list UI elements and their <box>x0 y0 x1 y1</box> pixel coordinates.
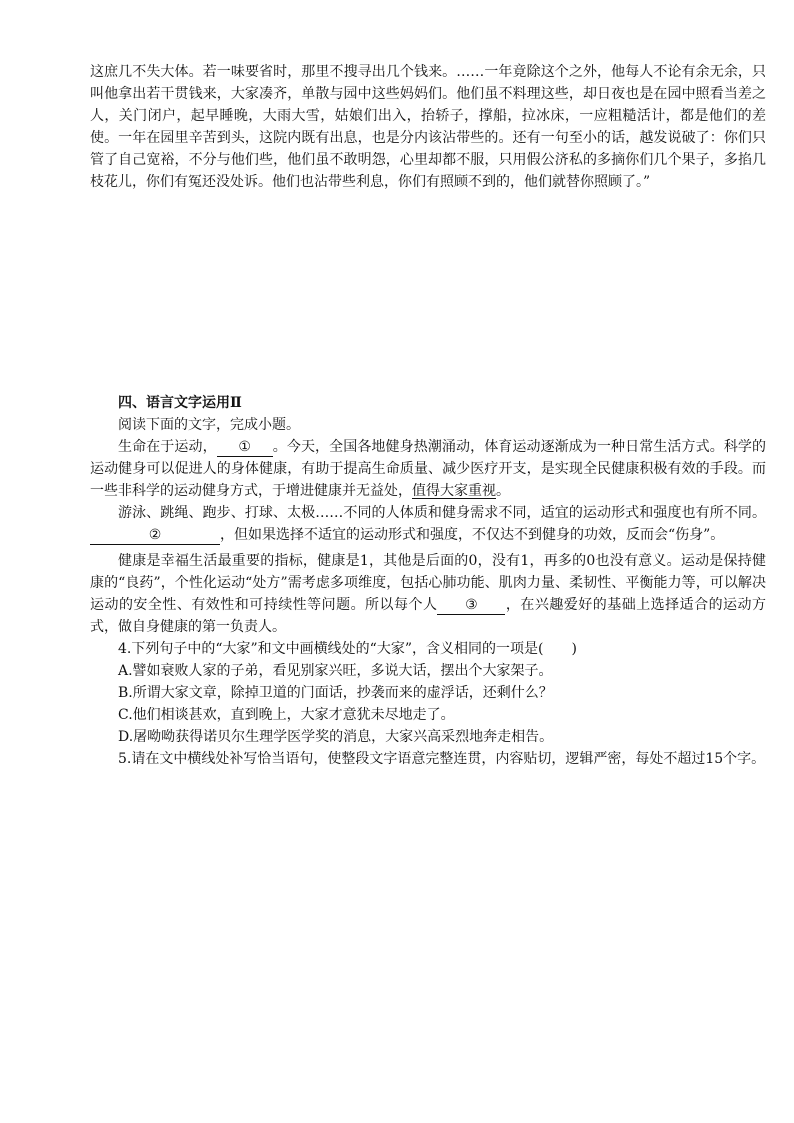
passage-continuation <box>90 61 766 193</box>
reading-paragraph-2 <box>90 502 766 546</box>
question-4-stem: 4.下列句子中的“大家”和文中画横线处的“大家”，含义相同的一项是( ) <box>118 641 577 657</box>
question-4-option-b[interactable]: B.所谓大家文章，除掉卫道的门面话，抄袭而来的虚浮话，还剩什么？ <box>118 685 553 701</box>
para2-text-a: 游泳、跳绳、跑步、打球、太极……不同的人体质和健身需求不同，适宜的运动形式和强度也有所不同。 <box>118 505 766 521</box>
question-4-option-d[interactable]: D.屠呦呦获得诺贝尔生理学医学奖的消息，大家兴高采烈地奔走相告。 <box>118 729 554 745</box>
reading-paragraph-1 <box>90 436 766 502</box>
para1-text-a: 生命在于运动， <box>118 439 217 455</box>
reading-paragraph-3 <box>90 550 766 638</box>
question-4-option-c[interactable]: C.他们相谈甚欢，直到晚上，大家才意犹未尽地走了。 <box>118 707 455 723</box>
question-5-stem: 5.请在文中横线处补写恰当语句，使整段文字语意完整连贯，内容贴切，逻辑严密，每处不超过15个字。 <box>118 751 766 767</box>
blank-1[interactable]: ① <box>217 438 273 457</box>
question-4-option-a[interactable]: A.譬如衰败人家的子弟，看见别家兴旺，多说大话，摆出个大家架子。 <box>118 663 553 679</box>
underlined-phrase: 值得大家重视 <box>412 483 496 499</box>
para2-text-b: ，但如果选择不适宜的运动形式和强度，不仅达不到健身的功效，反而会“伤身”。 <box>220 527 725 543</box>
para3-text-a: 健康是幸福生活最重要的指标，健康是1，其他是后面的0，没有1，再多的0也没有意义。运动是保持健康的“良药”，个性化运动“处方”需考虑多项维度，包括心肺功能、肌肉力量、柔韧性、平衡能力等，可以解决运动的安全性、有效性和可持续性等问题。所以每个人 <box>90 553 766 613</box>
blank-2[interactable]: ② <box>90 526 220 545</box>
para3-text-b: ，在兴趣爱好的基础上选择适合的运动方式，做自身健康的第一负责人。 <box>90 597 767 635</box>
para1-text-b: 。今天，全国各地健身热潮涌动，体育运动逐渐成为一种日常生活方式。科学的运动健身可以促进人的身体健康，有助于提高生命质量、减少医疗开支，是实现全民健康积极有效的手段。而一些非科学的运动健身方式，于增进健康并无益处， <box>90 439 767 499</box>
section-heading: 四、语言文字运用Ⅱ <box>118 395 242 411</box>
passage-paragraph: 这庶几不失大体。若一味要省时，那里不搜寻出几个钱来。……一年竟除这个之外，他每人不论有余无余，只叫他拿出若干贯钱来，大家凑齐，单散与园中这些妈妈们。他们虽不料理这些，却日夜也是在园中照看当差之人，关门闭户，起早睡晚，大雨大雪，姑娘们出入，抬轿子，撑船，拉冰床，一应粗糙活计，都是他们的差使。一年在园里辛苦到头，这院内既有出息，也是分内该沾带些的。还有一句至小的话，越发说破了：你们只管了自己宽裕，不分与他们些，他们虽不敢明怨，心里却都不服，只用假公济私的多摘你们几个果子，多掐几枝花儿，你们有冤还没处诉。他们也沾带些利息，你们有照顾不到的，他们就替你照顾了。” <box>90 64 766 190</box>
reading-instruction: 阅读下面的文字，完成小题。 <box>118 417 300 433</box>
section-four <box>90 392 766 770</box>
blank-3[interactable]: ③ <box>437 596 505 615</box>
para1-end: 。 <box>496 483 510 499</box>
